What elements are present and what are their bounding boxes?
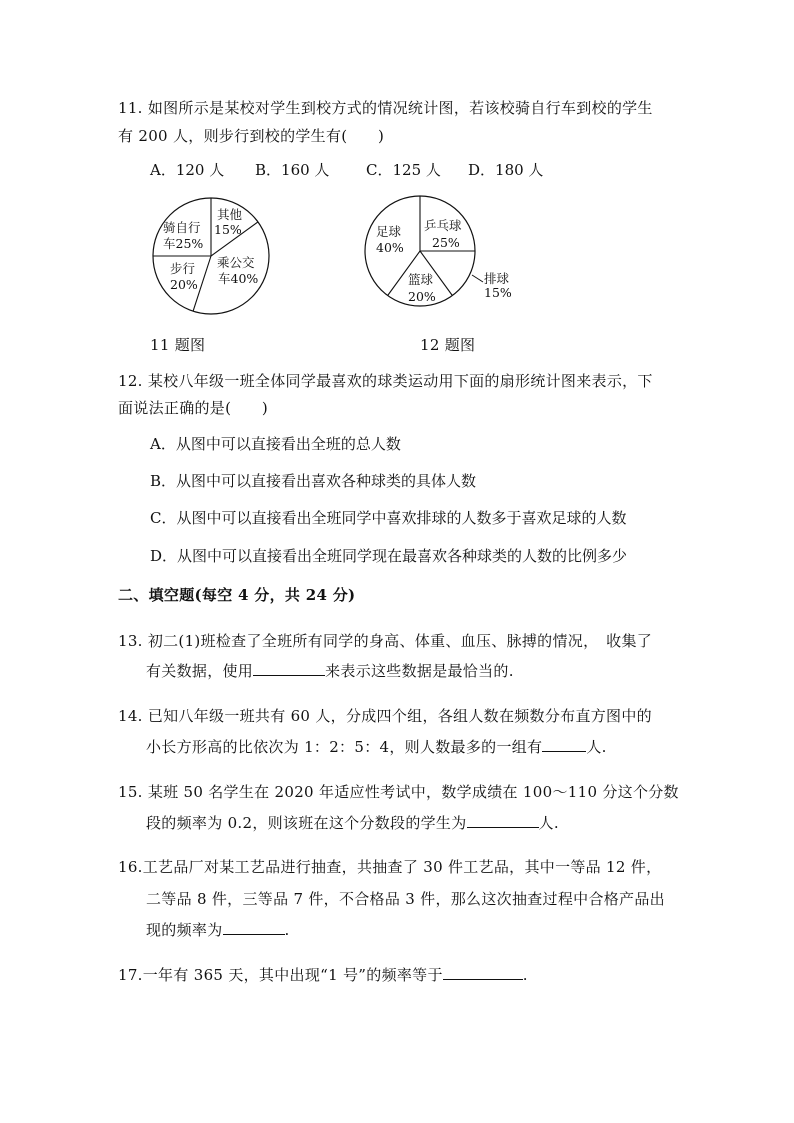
pie11-label-walk: 步行	[170, 261, 196, 276]
chart12-caption: 12 题图	[420, 336, 476, 354]
pie11-label-bike: 骑自行	[163, 220, 201, 235]
q17-line1-before: 17.一年有 365 天，其中出现“1 号”的频率等于	[118, 966, 443, 984]
q16-line1: 16.工艺品厂对某工艺品进行抽查，共抽查了 30 件工艺品，其中一等品 12 件，	[118, 858, 662, 876]
q11-option-a: A．120 人	[150, 161, 225, 179]
pie11-value-bus: 车40%	[218, 271, 259, 286]
q13-line2	[146, 661, 514, 681]
q12-option-d: D．从图中可以直接看出全班同学现在最喜欢各种球类的人数的比例多少	[150, 547, 628, 565]
pie12-value-volleyball: 15%	[484, 285, 512, 300]
q17-answer-blank[interactable]	[443, 965, 523, 980]
q14-line2	[146, 737, 607, 757]
q17-line1	[118, 965, 528, 985]
q13-line2-before: 有关数据，使用	[146, 662, 254, 680]
q15-line2-after: 人.	[538, 814, 559, 832]
pie11-label-bus: 乘公交	[217, 255, 255, 270]
q11-option-c: C．125 人	[366, 161, 441, 179]
pie12-volleyball-leader	[472, 275, 483, 282]
q16-line3-after: .	[284, 921, 290, 939]
q11-line1: 11. 如图所示是某校对学生到校方式的情况统计图，若该校骑自行车到校的学生	[118, 99, 653, 117]
q14-line1: 14. 已知八年级一班共有 60 人，分成四个组，各组人数在频数分布直方图中的	[118, 707, 652, 725]
pie11-value-bike: 车25%	[163, 236, 204, 251]
q12-line1: 12. 某校八年级一班全体同学最喜欢的球类运动用下面的扇形统计图来表示，下	[118, 372, 653, 390]
q14-line2-before: 小长方形高的比依次为 1：2：5：4，则人数最多的一组有	[146, 738, 543, 756]
pie12-label-football: 足球	[376, 224, 402, 239]
q13-answer-blank[interactable]	[253, 661, 325, 676]
q15-line2	[146, 813, 559, 833]
chart11-caption: 11 题图	[150, 336, 206, 354]
pie12-value-basketball: 20%	[408, 289, 436, 304]
q16-line3	[146, 920, 290, 940]
q12-option-a: A．从图中可以直接看出全班的总人数	[150, 435, 401, 453]
q11-option-d: D．180 人	[468, 161, 544, 179]
q16-answer-blank[interactable]	[223, 920, 285, 935]
q11-line2: 有 200 人，则步行到校的学生有( )	[118, 127, 385, 145]
q15-line1: 15. 某班 50 名学生在 2020 年适应性考试中，数学成绩在 100～110 分这个分数	[118, 783, 679, 801]
pie11-label-other: 其他	[217, 207, 243, 222]
section2-title: 二、填空题(每空 4 分，共 24 分)	[118, 586, 356, 604]
q12-option-c: C．从图中可以直接看出全班同学中喜欢排球的人数多于喜欢足球的人数	[150, 509, 627, 527]
pie-chart-11	[150, 195, 272, 317]
pie12-label-basketball: 篮球	[408, 272, 434, 287]
pie11-value-walk: 20%	[170, 277, 198, 292]
pie12-label-pingpong: 乒乓球	[424, 218, 462, 233]
q17-line1-after: .	[522, 966, 528, 984]
q12-line2: 面说法正确的是( )	[118, 399, 269, 417]
q14-answer-blank[interactable]	[542, 737, 586, 752]
q13-line1: 13. 初二(1)班检查了全班所有同学的身高、体重、血压、脉搏的情况， 收集了	[118, 632, 653, 650]
pie12-value-football: 40%	[376, 240, 404, 255]
q16-line2: 二等品 8 件，三等品 7 件，不合格品 3 件，那么这次抽查过程中合格产品出	[146, 890, 665, 908]
pie-chart-12	[362, 195, 522, 315]
q13-line2-after: 来表示这些数据是最恰当的.	[325, 662, 514, 680]
pie12-label-volleyball: 排球	[484, 271, 510, 286]
q11-option-b: B．160 人	[255, 161, 330, 179]
pie12-value-pingpong: 25%	[432, 235, 460, 250]
q14-line2-after: 人.	[586, 738, 607, 756]
pie11-value-other: 15%	[214, 222, 242, 237]
q15-answer-blank[interactable]	[467, 813, 539, 828]
q15-line2-before: 段的频率为 0.2，则该班在这个分数段的学生为	[146, 814, 467, 832]
q12-option-b: B．从图中可以直接看出喜欢各种球类的具体人数	[150, 472, 477, 490]
q16-line3-before: 现的频率为	[146, 921, 223, 939]
